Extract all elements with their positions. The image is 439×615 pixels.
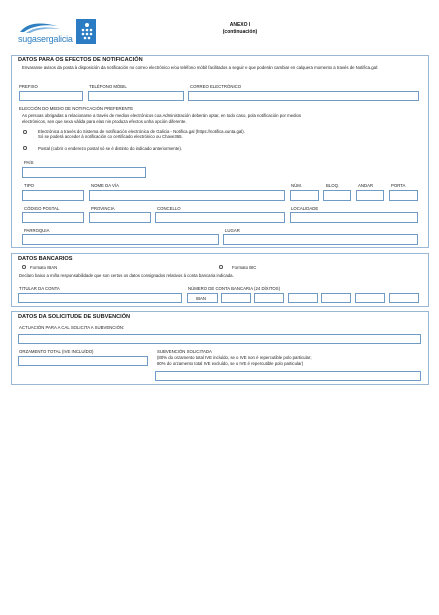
postcode-field[interactable] (22, 212, 84, 223)
floor-label: ANDAR (358, 183, 374, 188)
logo-text: sugasergalicia (18, 34, 73, 44)
postal-radio[interactable] (23, 146, 27, 150)
type-field[interactable] (22, 190, 84, 201)
choice-text-2: electrónicos, sen que sexa válida para elas nin produza efectos unha opción diferente. (22, 119, 187, 124)
holder-field[interactable] (18, 293, 182, 303)
choice-title: ELECCIÓN DO MEDIO DE NOTIFICACIÓN PREFERENTE (19, 106, 134, 111)
bic-radio[interactable] (219, 265, 223, 269)
street-field[interactable] (89, 190, 285, 201)
account-digits-2[interactable] (254, 293, 284, 303)
door-label: PORTA (391, 183, 406, 188)
council-field[interactable] (155, 212, 285, 223)
notification-section-title: DATOS PARA OS EFECTOS DE NOTIFICACIÓN (18, 57, 143, 63)
requested-field[interactable] (155, 371, 421, 381)
council-label: CONCELLO (157, 206, 181, 211)
annex-title: ANEXO I (229, 22, 251, 28)
iban-radio[interactable] (22, 265, 26, 269)
budget-label: ORZAMENTO TOTAL (IVE INCLUÍDO) (19, 349, 94, 354)
email-label: CORREO ELECTRÓNICO (190, 84, 242, 89)
block-label: BLOQ. (326, 183, 340, 188)
option-electronic-2: Só se poderá acceder á notificación co certificado electrónico ou Chave365. (38, 134, 183, 139)
wave-logo-icon (18, 20, 62, 34)
account-label: NÚMERO DE CONTA BANCARIA (24 DÍXITOS) (188, 286, 281, 291)
type-label: TIPO (24, 183, 35, 188)
account-digits-6[interactable] (389, 293, 419, 303)
province-field[interactable] (89, 212, 151, 223)
account-digits-1[interactable] (221, 293, 251, 303)
notification-intro: Envaranse avisos da posta à disposición da notificación no correo electrónico e/ou teléfono móbil facilitados a seguir e que poderán cambiar en calquera momento a través de Notifica.gal: (22, 65, 379, 70)
bank-declaration: Declaro baixo a miña responsabilidade que son certos os datos consignados relativos á conta bancaria indicada. (19, 273, 234, 278)
holder-label: TITULAR DA CONTA (19, 286, 60, 291)
prefix-label: PREFIXO (19, 84, 38, 89)
option-electronic-1: Electrónica a través do Sistema de notificación electrónica de Galicia - Notifica.gal (https://notifica.xunta.gal). (38, 129, 245, 134)
postcode-label: CÓDIGO POSTAL (24, 206, 60, 211)
bank-section-title: DATOS BANCARIOS (18, 256, 73, 262)
mobile-field[interactable] (88, 91, 184, 101)
requested-note-2: 80% do orzamento total IVE excluído, se o IVE é repercutible polo particular) (157, 361, 304, 366)
iban-format-label: Formato IBAN (30, 265, 58, 270)
mobile-label: TELÉFONO MÓBIL (89, 84, 127, 89)
prefix-field[interactable] (19, 91, 83, 101)
xunta-emblem-icon (76, 19, 96, 44)
budget-field[interactable] (18, 356, 148, 366)
locality-field[interactable] (290, 212, 418, 223)
email-field[interactable] (188, 91, 419, 101)
account-digits-3[interactable] (288, 293, 318, 303)
country-label: PAÍS (24, 160, 34, 165)
parish-field[interactable] (22, 234, 219, 245)
account-digits-4[interactable] (321, 293, 351, 303)
action-label: ACTUACIÓN PARA A CAL SOLICITA A SUBVENCIÓN: (19, 325, 125, 330)
place-label: LUGAR (225, 228, 240, 233)
account-digits-5[interactable] (355, 293, 385, 303)
electronic-radio[interactable] (23, 130, 27, 134)
province-label: PROVINCIA (91, 206, 115, 211)
action-field[interactable] (18, 334, 421, 344)
number-label: NÚM. (291, 183, 302, 188)
floor-field[interactable] (356, 190, 384, 201)
street-label: NOME DA VÍA (91, 183, 119, 188)
country-field[interactable] (22, 167, 146, 178)
locality-label: LOCALIDADE (291, 206, 319, 211)
number-field[interactable] (290, 190, 319, 201)
requested-label: SUBVENCIÓN SOLICITADA (157, 349, 212, 354)
bic-format-label: Formato BIC (232, 265, 257, 270)
choice-text-1: As persoas obrigadas a relacionarse a través de medios electrónicos coa Administración deberán optar, en todo caso, pola notificación por medios (22, 113, 301, 118)
iban-prefix-label: IBAN (196, 296, 207, 301)
parish-label: PARROQUIA (24, 228, 50, 233)
place-field[interactable] (223, 234, 418, 245)
subsidy-section-title: DATOS DA SOLICITUDE DE SUBVENCIÓN (18, 314, 131, 320)
requested-note-1: (80% do orzamento total IVE incluído, se o IVE non é repercutible polo particular; (157, 355, 312, 360)
option-postal: Postal (cubrir o enderezo postal só se é distinto do indicado anteriormente). (38, 146, 183, 151)
block-field[interactable] (323, 190, 351, 201)
annex-subtitle: (continuación) (222, 29, 258, 35)
door-field[interactable] (389, 190, 418, 201)
